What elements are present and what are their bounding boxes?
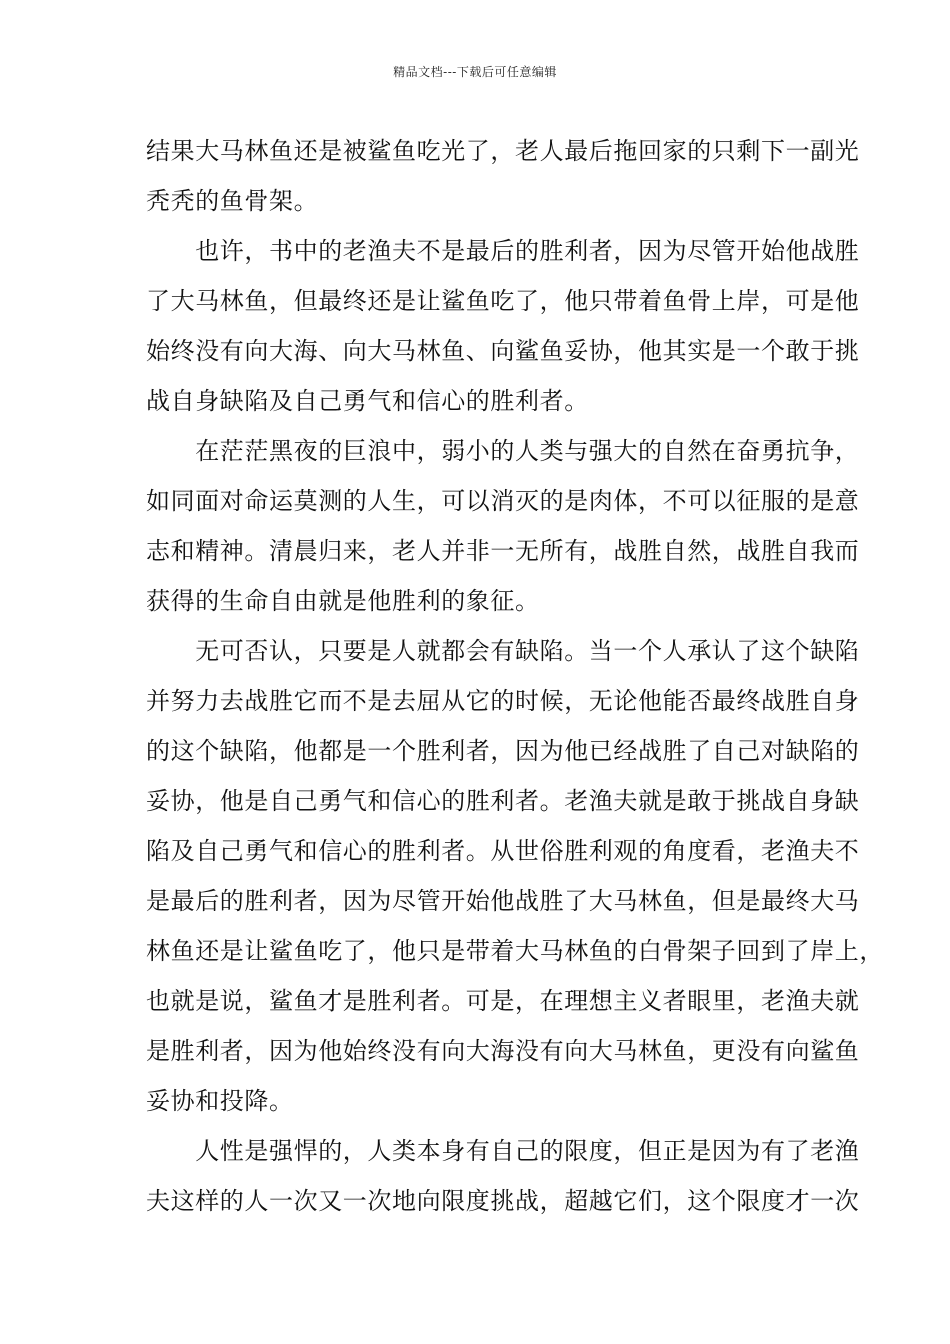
text-line: 获得的生命自由就是他胜利的象征。 xyxy=(146,587,540,615)
text-line: 无可否认，只要是人就都会有缺陷。当一个人承认了这个缺陷 xyxy=(146,637,860,665)
text-line: 志和精神。清晨归来，老人并非一无所有，战胜自然，战胜自我而 xyxy=(146,537,860,565)
text-line: 妥协和投降。 xyxy=(146,1087,294,1115)
text-line: 秃秃的鱼骨架。 xyxy=(146,187,319,215)
text-line: 如同面对命运莫测的人生，可以消灭的是肉体，不可以征服的是意 xyxy=(146,487,860,515)
text-line: 并努力去战胜它而不是去屈从它的时候，无论他能否最终战胜自身 xyxy=(146,687,860,715)
text-line: 是最后的胜利者，因为尽管开始他战胜了大马林鱼，但是最终大马 xyxy=(146,887,860,915)
text-line: 林鱼还是让鲨鱼吃了，他只是带着大马林鱼的白骨架子回到了岸上， xyxy=(146,937,884,965)
text-line: 结果大马林鱼还是被鲨鱼吃光了，老人最后拖回家的只剩下一副光 xyxy=(146,137,860,165)
text-line: 夫这样的人一次又一次地向限度挑战，超越它们，这个限度才一次 xyxy=(146,1187,860,1215)
text-line: 人性是强悍的，人类本身有自己的限度，但正是因为有了老渔 xyxy=(146,1137,860,1165)
text-line: 了大马林鱼，但最终还是让鲨鱼吃了，他只带着鱼骨上岸，可是他 xyxy=(146,287,860,315)
text-line: 在茫茫黑夜的巨浪中，弱小的人类与强大的自然在奋勇抗争， xyxy=(146,437,860,465)
text-line: 陷及自己勇气和信心的胜利者。从世俗胜利观的角度看，老渔夫不 xyxy=(146,837,860,865)
text-line: 战自身缺陷及自己勇气和信心的胜利者。 xyxy=(146,387,589,415)
text-line: 的这个缺陷，他都是一个胜利者，因为他已经战胜了自己对缺陷的 xyxy=(146,737,860,765)
text-line: 妥协，他是自己勇气和信心的胜利者。老渔夫就是敢于挑战自身缺 xyxy=(146,787,860,815)
document-body xyxy=(146,126,884,1226)
text-line: 是胜利者，因为他始终没有向大海没有向大马林鱼，更没有向鲨鱼 xyxy=(146,1037,860,1065)
text-line: 始终没有向大海、向大马林鱼、向鲨鱼妥协，他其实是一个敢于挑 xyxy=(146,337,860,365)
text-line: 也就是说，鲨鱼才是胜利者。可是，在理想主义者眼里，老渔夫就 xyxy=(146,987,860,1015)
text-line: 也许，书中的老渔夫不是最后的胜利者，因为尽管开始他战胜 xyxy=(146,237,860,265)
page-header: 精品文档---下载后可任意编辑 xyxy=(393,65,557,79)
